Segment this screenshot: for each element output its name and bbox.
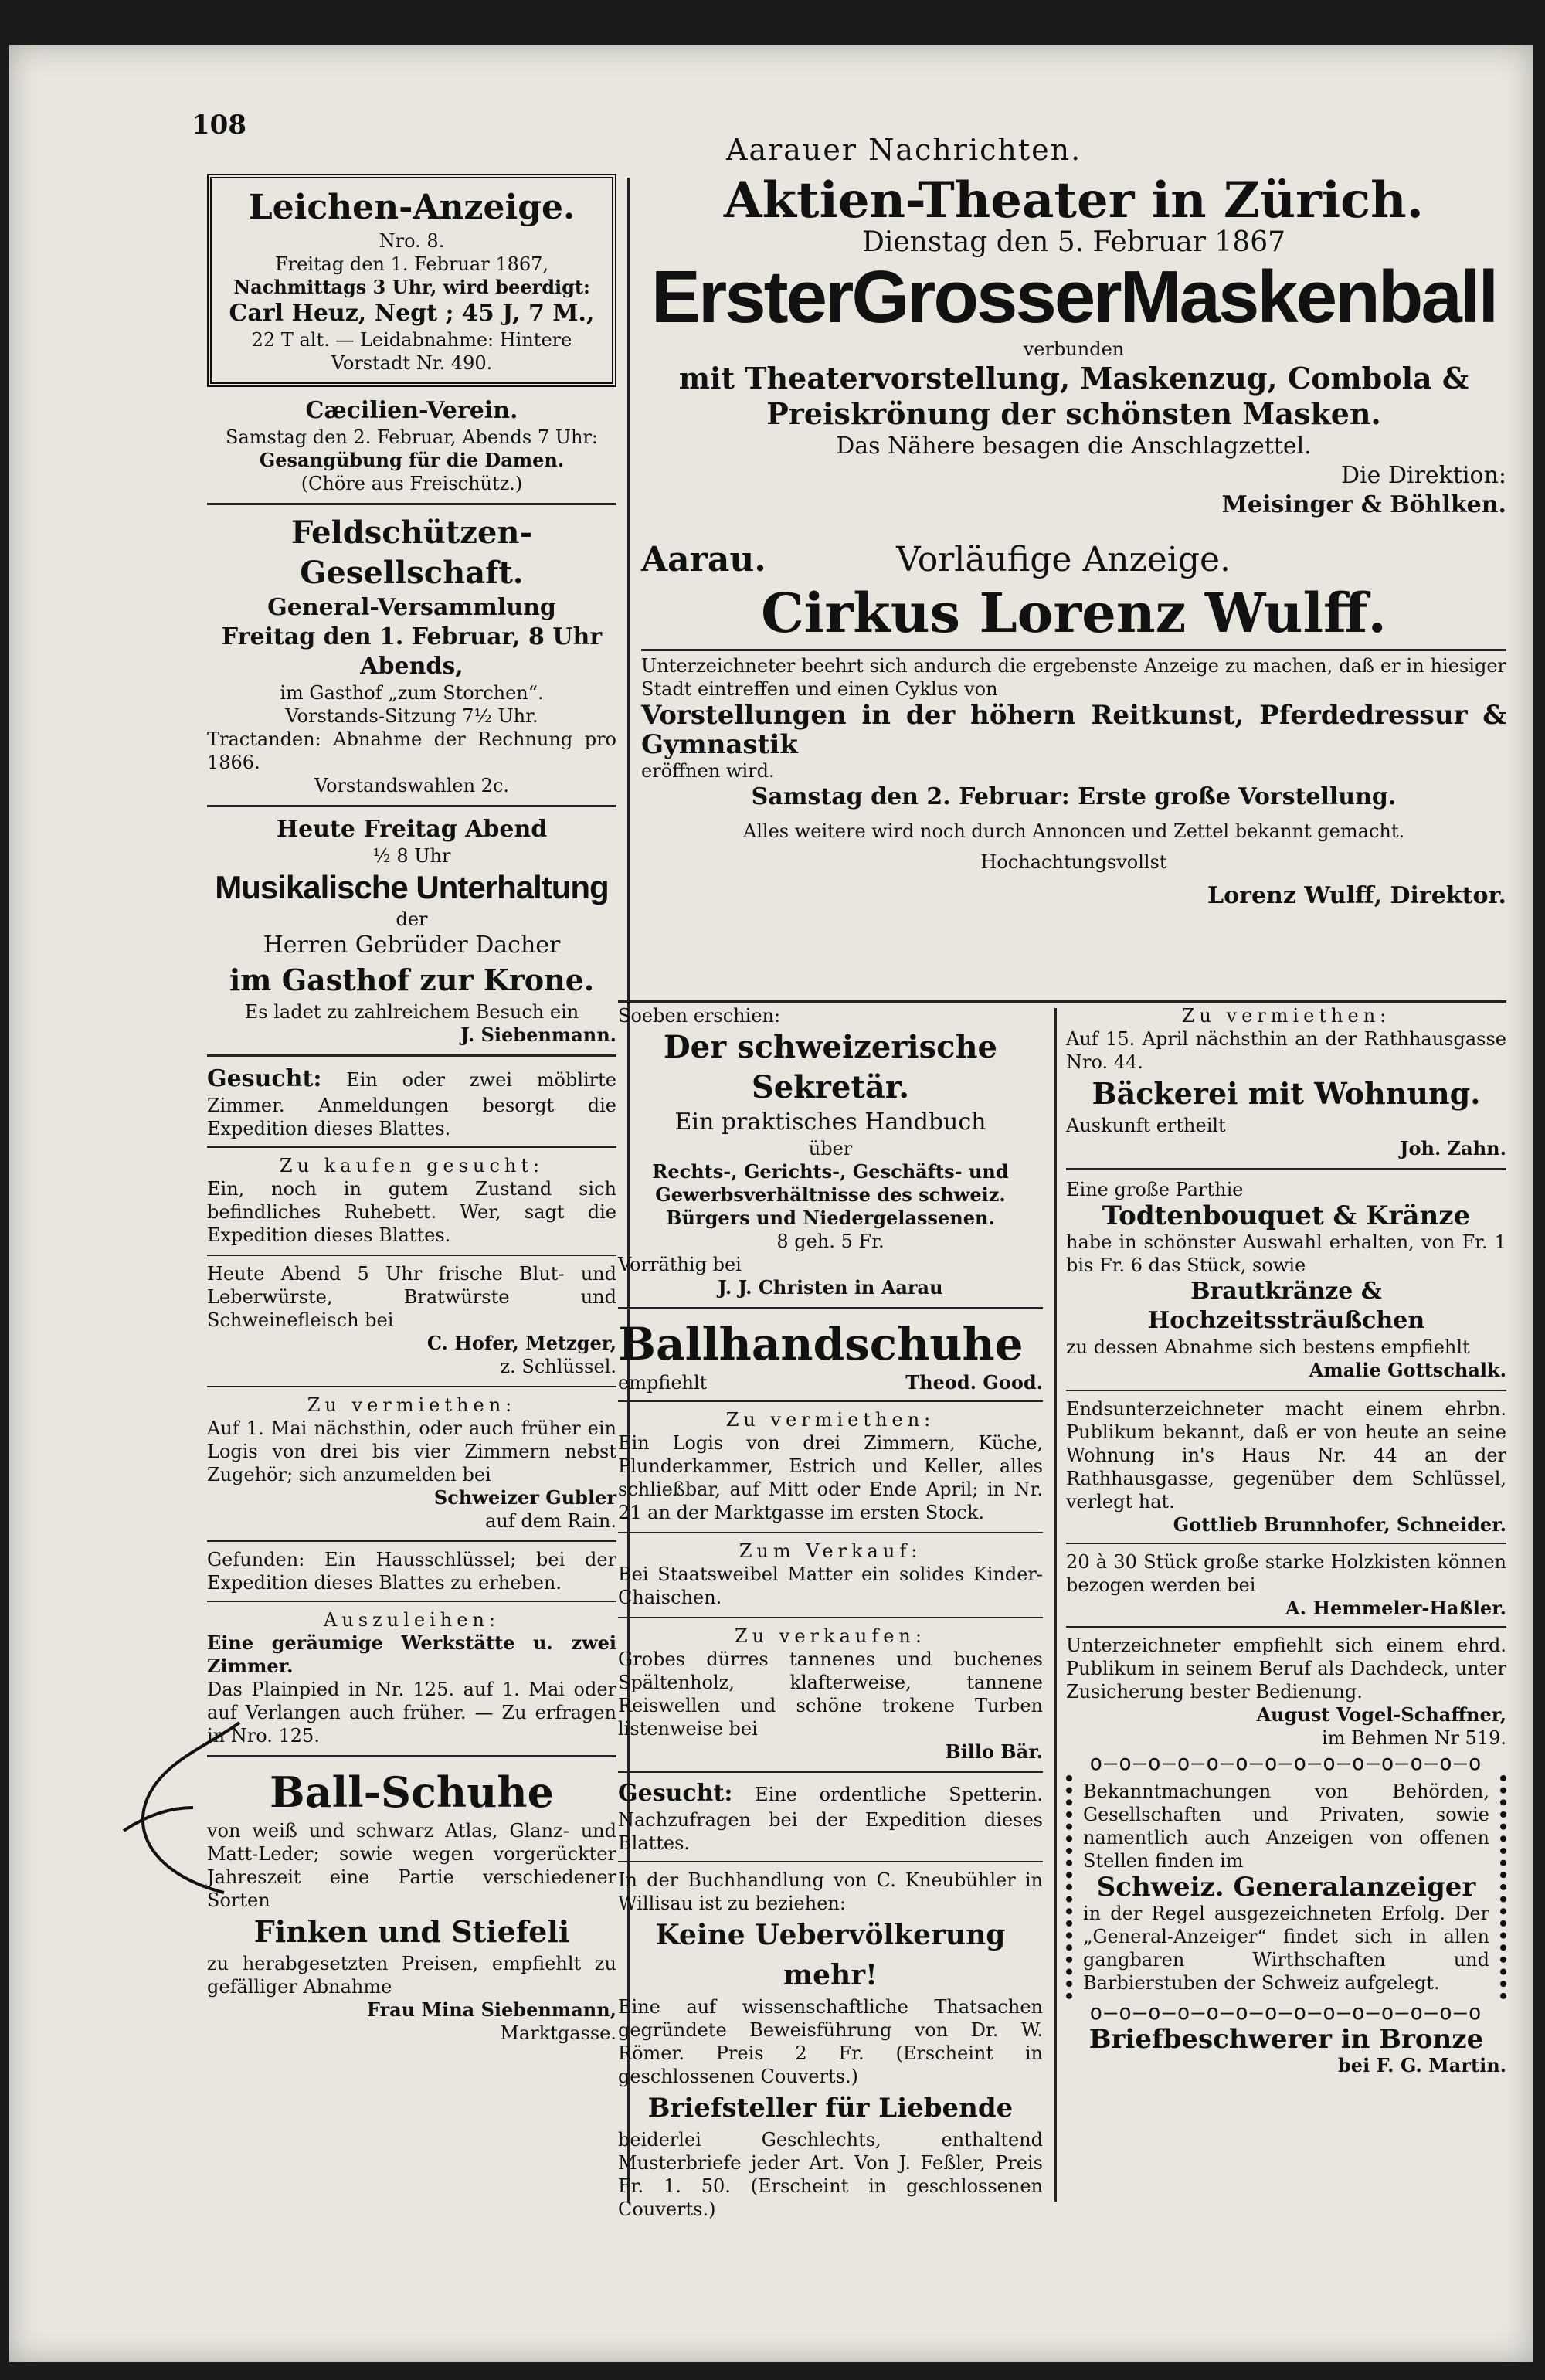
dachdeck-signature: August Vogel-Schaffner, (1256, 1703, 1506, 1726)
book-sub: Ein praktisches Handbuch (674, 1109, 986, 1136)
holz-ad (618, 1625, 1043, 1764)
feld-board: Vorstands-Sitzung 7½ Uhr. (285, 705, 538, 727)
feld-elections: Vorstandswahlen 2c. (314, 775, 510, 796)
ausleihen-text: Eine geräumige Werkstätte u. zwei Zimmer. (207, 1631, 616, 1677)
page-number: 108 (192, 110, 246, 141)
wurst-signature2: z. Schlüssel. (500, 1356, 616, 1377)
baeckerei-signature: Joh. Zahn. (1400, 1137, 1506, 1159)
vermiethen-signature: Schweizer Gubler (433, 1486, 616, 1509)
music-herren: Herren Gebrüder Dacher (263, 932, 561, 959)
circus-pre: Vorläufige Anzeige. (896, 540, 1231, 579)
circus-open: eröffnen wird. (641, 760, 775, 782)
divider (1066, 1390, 1506, 1391)
music-line1: Heute Freitag Abend (276, 816, 548, 843)
divider (207, 1601, 616, 1602)
vermiethen-text: Auf 1. Mai nächsthin, oder auch früher ein Logis von drei bis vier Zimmern nebst Zugehör; sich anzumelden bei (207, 1417, 616, 1485)
divider (618, 1861, 1043, 1862)
theater-headline: ErsterGrosserMaskenball (650, 256, 1497, 338)
caecilien-ad (207, 396, 616, 495)
gesucht2-ad (618, 1779, 1043, 1855)
right-top (641, 171, 1506, 911)
logis-head: Zu vermiethen: (725, 1409, 935, 1431)
vermiethen-ad (207, 1394, 616, 1533)
gesucht-text: Ein oder zwei möblirte Zimmer. Anmeldungen besorgt die Expedition dieses Blattes. (207, 1069, 616, 1139)
divider (618, 1617, 1043, 1618)
rule-circus (618, 1000, 1506, 1003)
schneider-ad (1066, 1397, 1506, 1536)
wurst-signature: C. Hofer, Metzger, (426, 1332, 616, 1354)
kraenze-title: Todtenbouquet & Kränze (1102, 1200, 1471, 1231)
vermiethen-signature2: auf dem Rain. (485, 1510, 616, 1532)
kraenze-signature: Amalie Gottschalk. (1309, 1359, 1506, 1381)
willisau-text2: Eine auf wissenschaftliche Thatsachen gegründete Beweisführung von Dr. W. Römer. Preis 2 Fr. (Erscheint in geschlossenen Couverts.) (618, 1996, 1043, 2087)
logis-ad (618, 1408, 1043, 1524)
kraenze-ad (1066, 1178, 1506, 1382)
book-intro: Soeben erschien: (618, 1005, 781, 1027)
chain-border-bottom: o—o—o—o—o—o—o—o—o—o—o—o—o—o (1089, 1999, 1483, 2025)
ausleihen-head: Auszuleihen: (324, 1609, 500, 1631)
music-der: der (396, 908, 428, 930)
funeral-title: Leichen-Anzeige. (248, 188, 576, 227)
right-lower-column (1066, 1004, 1506, 2085)
music-title: Musikalische Unterhaltung (215, 869, 609, 905)
book-topics: Rechts-, Gerichts-, Geschäfts- und Gewerbsverhältnisse des schweiz. Bürgers und Niedergelassenen. (652, 1160, 1009, 1229)
theater-signature: Meisinger & Böhlken. (1221, 491, 1506, 518)
dachdeck-text: Unterzeichneter empfiehlt sich einem ehrd. Publikum in seinem Beruf als Dachdeck, unter Zusicherung bester Bedienung. (1066, 1635, 1506, 1703)
gloves-recommend: empfiehlt (618, 1372, 708, 1394)
ball-title: Ball-Schuhe (269, 1767, 555, 1817)
newspaper-title: Aarauer Nachrichten. (726, 133, 1082, 167)
music-line2: ½ 8 Uhr (372, 845, 451, 867)
verkauf-ad (618, 1540, 1043, 1609)
ball-signature2: Marktgasse. (500, 2022, 616, 2044)
schneider-text: Endsunterzeichneter macht einem ehrbn. Publikum bekannt, daß er von heute an seine Wohnung in's Haus Nr. 44 an der Rathhausgasse, gegenüber dem Schlüssel, verlegt hat. (1066, 1398, 1506, 1513)
feld-place: im Gasthof „zum Storchen“. (280, 682, 544, 704)
dachdeck-ad (1066, 1634, 1506, 1750)
divider (618, 1400, 1043, 1402)
circus-signature: Lorenz Wulff, Direktor. (1207, 882, 1506, 909)
gesucht-ad (207, 1064, 616, 1140)
verkauf-head: Zum Verkauf: (739, 1540, 922, 1562)
divider (1066, 1543, 1506, 1544)
kraenze-text: habe in schönster Auswahl erhalten, von Fr. 1 bis Fr. 6 das Stück, sowie (1066, 1231, 1506, 1276)
feld-title: Feldschützen-Gesellschaft. (290, 514, 533, 591)
general-text: Bekanntmachungen von Behörden, Gesellschaften und Privaten, sowie namentlich auch Anzeigen von offenen Stellen finden im (1083, 1781, 1489, 1872)
wurst-text: Heute Abend 5 Uhr frische Blut- und Leberwürste, Bratwürste und Schweinefleisch bei (207, 1263, 616, 1331)
brief-ad (1066, 2025, 1506, 2077)
gloves-title: Ballhandschuhe (618, 1318, 1024, 1370)
theater-verbunden: verbunden (1023, 338, 1125, 360)
generalanzeiger-ad (1066, 1775, 1506, 1999)
willisau-text: In der Buchhandlung von C. Kneubühler in Willisau ist zu beziehen: (618, 1869, 1043, 1914)
ballschuhe-ad (207, 1765, 616, 2045)
ausleihen-ad (207, 1608, 616, 1747)
brief-title: Briefbeschwerer in Bronze (1088, 2024, 1484, 2055)
gesucht-head: Gesucht: (207, 1065, 322, 1092)
divider (207, 1755, 616, 1757)
funeral-notice (207, 174, 616, 387)
feld-sub: General-Versammlung (267, 594, 556, 621)
divider (1066, 1626, 1506, 1628)
book-signature: J. J. Christen in Aarau (718, 1276, 943, 1299)
middle-column (618, 1004, 1043, 2229)
dachdeck-signature2: im Behmen Nr 519. (1322, 1727, 1506, 1749)
book-price: 8 geh. 5 Fr. (776, 1231, 885, 1252)
baeckerei-title: Bäckerei mit Wohnung. (1092, 1076, 1481, 1111)
willisau-text3: beiderlei Geschlechts, enthaltend Musterbriefe jeder Art. Von J. Feßler, Preis Fr. 1. 50. (Erscheint in geschlossenen Couverts.) (618, 2129, 1043, 2220)
circus-place: Aarau. (641, 540, 766, 579)
divider (207, 1540, 616, 1542)
circus-regards: Hochachtungsvollst (980, 851, 1167, 873)
ball-title2: Finken und Stiefeli (253, 1914, 570, 1949)
feld-agenda: Tractanden: Abnahme der Rechnung pro 1866. (207, 728, 616, 773)
circus-ad (641, 540, 1506, 911)
theater-direction: Die Direktion: (1341, 462, 1506, 489)
theater-detail: mit Theatervorstellung, Maskenzug, Combola & Preiskrönung der schönsten Masken. (678, 361, 1469, 431)
schneider-signature: Gottlieb Brunnhofer, Schneider. (1173, 1513, 1506, 1536)
kraenze-title2: Brautkränze & Hochzeitssträußchen (1147, 1278, 1425, 1334)
circus-rest: Alles weitere wird noch durch Annoncen und Zettel bekannt gemacht. (742, 820, 1405, 842)
divider (207, 503, 616, 505)
logis-text: Ein Logis von drei Zimmern, Küche, Plunderkammer, Estrich und Keller, alles schließbar, auf Mitt oder Ende April; in Nr. 21 an der Marktgasse im ersten Stock. (618, 1432, 1043, 1523)
music-place: im Gasthof zur Krone. (229, 963, 595, 997)
book-stock: Vorräthig bei (618, 1254, 742, 1275)
theater-title: Aktien-Theater in Zürich. (724, 171, 1424, 229)
gloves-signature: Theod. Good. (905, 1371, 1043, 1394)
kisten-signature: A. Hemmeler-Haßler. (1285, 1597, 1506, 1619)
ball-text2: zu herabgesetzten Preisen, empfiehlt zu gefälliger Abnahme (207, 1953, 616, 1998)
wurst-ad (207, 1262, 616, 1378)
holz-head: Zu verkaufen: (735, 1625, 926, 1647)
willisau-ad (618, 1869, 1043, 2221)
music-invite: Es ladet zu zahlreichem Besuch ein (244, 1001, 579, 1023)
kaufen-ad (207, 1154, 616, 1247)
divider (207, 1146, 616, 1148)
vermiethen-head: Zu vermiethen: (307, 1394, 517, 1416)
kisten-ad (1066, 1550, 1506, 1620)
gesucht2-text: Eine ordentliche Spetterin. Nachzufragen bei der Expedition dieses Blattes. (618, 1784, 1043, 1854)
circus-header (641, 540, 1506, 580)
funeral-number: Nro. 8. (379, 230, 445, 252)
ball-text: von weiß und schwarz Atlas, Glanz- und Matt-Leder; sowie wegen vorgerückter Jahreszeit eine Partie verschiedener Sorten (207, 1820, 616, 1911)
verkauf-text: Bei Staatsweibel Matter ein solides Kinder-Chaischen. (618, 1563, 1043, 1608)
ball-signature: Frau Mina Siebenmann, (366, 1998, 616, 2021)
caecilien-event: Gesangübung für die Damen. (259, 449, 565, 471)
caecilien-title: Cæcilien-Verein. (305, 397, 518, 424)
divider (618, 1307, 1043, 1309)
divider (207, 1386, 616, 1387)
funeral-date: Freitag den 1. Februar 1867, (274, 253, 549, 275)
music-signature: J. Siebenmann. (460, 1024, 616, 1046)
divider (207, 805, 616, 807)
circus-text: Unterzeichneter beehrt sich andurch die ergebenste Anzeige zu machen, daß er in hiesiger Stadt eintreffen und einen Cyklus von (641, 655, 1506, 700)
funeral-name: Carl Heuz, Negt ; 45 J, 7 M., (229, 300, 595, 327)
brief-signature: bei F. G. Martin. (1338, 2054, 1506, 2076)
willisau-title2: Briefsteller für Liebende (647, 2093, 1014, 2124)
pen-scribble-mark (116, 1715, 247, 1900)
holz-signature: Billo Bär. (945, 1740, 1043, 1763)
caecilien-note: (Chöre aus Freischütz.) (301, 473, 523, 494)
theater-ad (641, 171, 1506, 520)
divider (1066, 1168, 1506, 1170)
circus-title: Cirkus Lorenz Wulff. (761, 581, 1387, 645)
general-text2: in der Regel ausgezeichneten Erfolg. Der „General-Anzeiger“ findet sich in allen gangbaren Wirthschaften und Barbierstuben der Schweiz aufgelegt. (1083, 1903, 1489, 1994)
caecilien-date: Samstag den 2. Februar, Abends 7 Uhr: (226, 426, 598, 448)
book-ueber: über (808, 1138, 853, 1159)
general-title: Schweiz. Generalanzeiger (1096, 1872, 1476, 1903)
holz-text: Grobes dürres tannenes und buchenes Spältenholz, klafterweise, tannene Reiswellen und schöne trokene Turben listenweise bei (618, 1648, 1043, 1740)
left-column (207, 174, 616, 2052)
column-rule-right (1054, 1008, 1057, 2202)
divider (618, 1532, 1043, 1533)
book-title: Der schweizerische Sekretär. (663, 1029, 997, 1105)
theater-date: Dienstag den 5. Februar 1867 (861, 226, 1285, 258)
ausleihen-text2: Das Plainpied in Nr. 125. auf 1. Mai oder auf Verlangen auch früher. — Zu erfragen in Nro. 125. (207, 1679, 616, 1747)
chain-border-top: o—o—o—o—o—o—o—o—o—o—o—o—o—o (1089, 1750, 1483, 1775)
kisten-text: 20 à 30 Stück große starke Holzkisten können bezogen werden bei (1066, 1551, 1506, 1596)
divider (618, 1771, 1043, 1773)
feldschuetzen-ad (207, 513, 616, 797)
baeckerei-head: Zu vermiethen: (1181, 1005, 1391, 1027)
funeral-detail: 22 T alt. — Leidabnahme: Hintere Vorstadt Nr. 490. (251, 329, 572, 374)
theater-note: Das Nähere besagen die Anschlagzettel. (836, 433, 1312, 460)
divider (207, 1255, 616, 1256)
feld-date: Freitag den 1. Februar, 8 Uhr Abends, (221, 623, 603, 680)
divider (207, 1054, 616, 1057)
kraenze-intro: Eine große Parthie (1066, 1179, 1244, 1200)
baeckerei-text: Auf 15. April nächsthin an der Rathhausgasse Nro. 44. (1066, 1028, 1506, 1073)
baeckerei-ad (1066, 1004, 1506, 1160)
gloves-ad (618, 1317, 1043, 1394)
funeral-time: Nachmittags 3 Uhr, wird beerdigt: (233, 276, 590, 298)
gloves-row (618, 1371, 1043, 1394)
kaufen-text: Ein, noch in gutem Zustand sich befindliches Ruhebett. Wer, sagt die Expedition dieses Blattes. (207, 1178, 616, 1246)
circus-bold: Vorstellungen in der höhern Reitkunst, Pferdedressur & Gymnastik (641, 700, 1506, 760)
book-ad (618, 1004, 1043, 1299)
gefunden-ad: Gefunden: Ein Hausschlüssel; bei der Expedition dieses Blattes zu erheben. (207, 1549, 616, 1594)
baeckerei-info: Auskunft ertheilt (1066, 1115, 1226, 1136)
kraenze-text2: zu dessen Abnahme sich bestens empfiehlt (1066, 1336, 1470, 1358)
kaufen-head: Zu kaufen gesucht: (279, 1155, 545, 1176)
willisau-title: Keine Uebervölkerung mehr! (655, 1919, 1006, 1991)
music-ad (207, 815, 616, 1047)
gesucht2-head: Gesucht: (618, 1780, 733, 1807)
circus-first: Samstag den 2. Februar: Erste große Vorstellung. (751, 783, 1397, 810)
